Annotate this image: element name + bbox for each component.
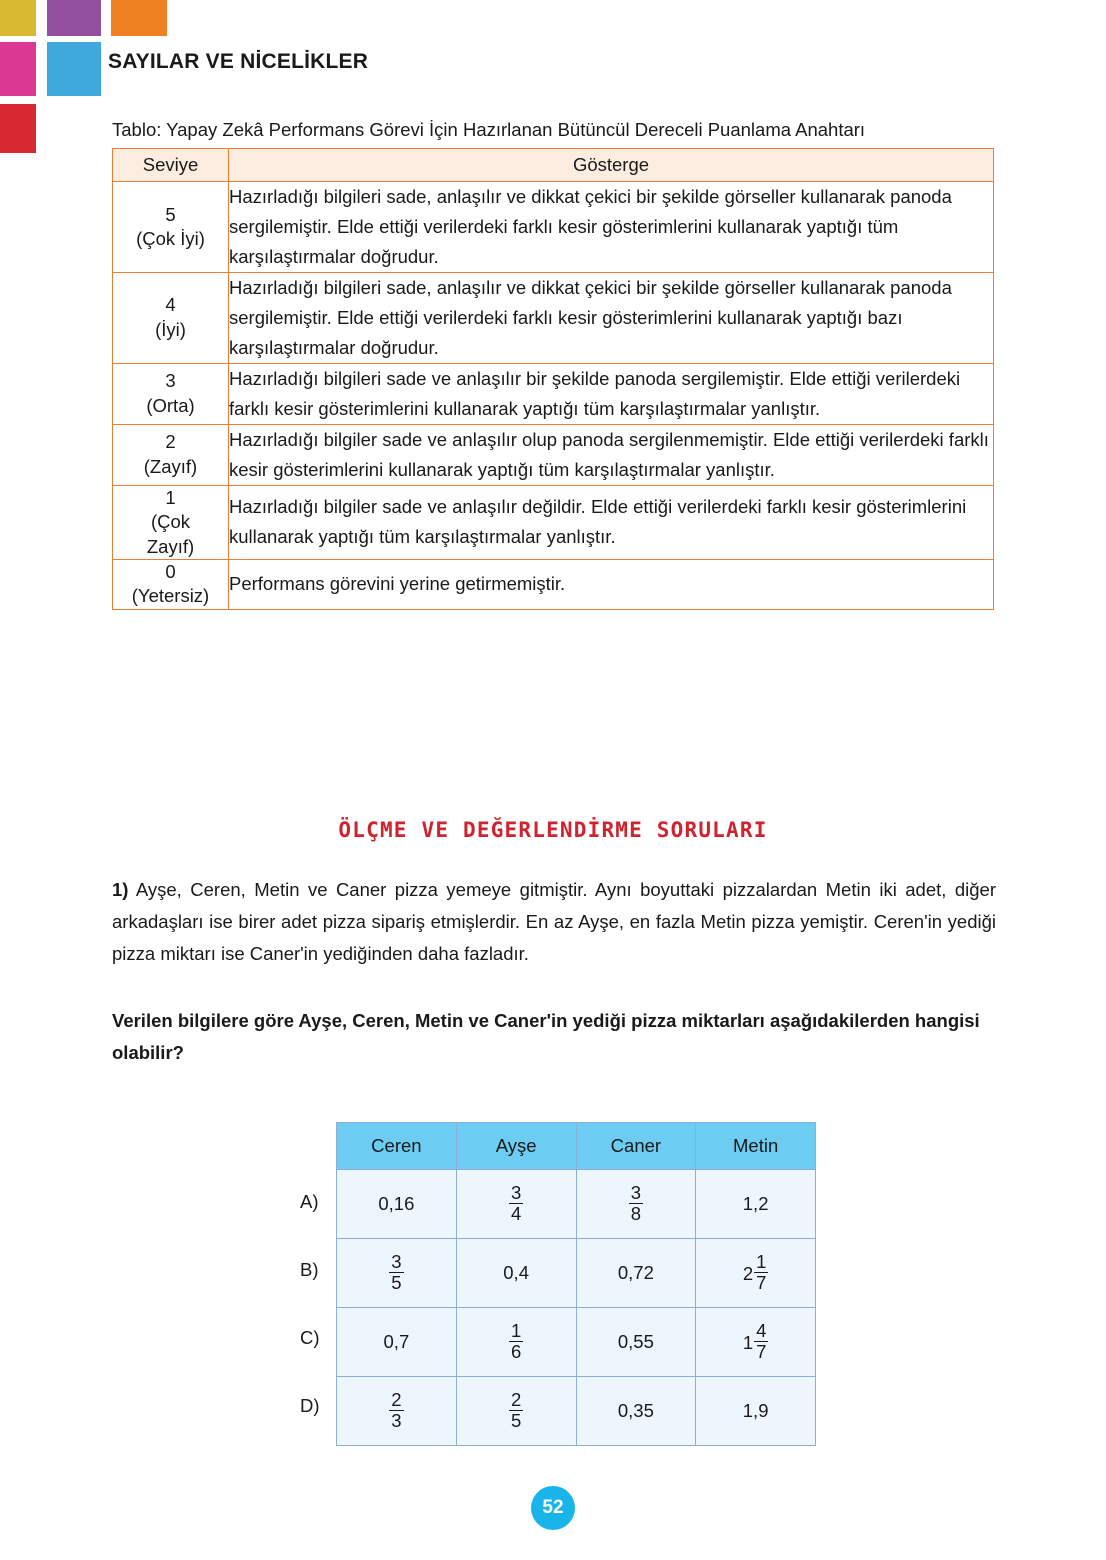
option-letter[interactable]: D) <box>300 1395 320 1416</box>
option-cell[interactable] <box>576 1377 696 1446</box>
option-row[interactable] <box>337 1377 816 1446</box>
rubric-row <box>113 272 994 363</box>
rubric-level-score: 0 <box>165 560 176 582</box>
decor-block-red <box>0 104 36 153</box>
option-letter[interactable]: B) <box>300 1259 319 1280</box>
question-number: 1) <box>112 879 129 900</box>
fraction <box>629 1183 643 1223</box>
decimal-value: 1,2 <box>742 1193 769 1214</box>
options-table <box>336 1122 816 1446</box>
option-cell[interactable] <box>576 1308 696 1377</box>
rubric-row <box>113 559 994 609</box>
options-table-container <box>336 1122 816 1446</box>
rubric-level-label: (Orta) <box>146 394 195 416</box>
rubric-level-score: 1 <box>165 486 176 508</box>
option-cell[interactable] <box>696 1170 816 1239</box>
option-row[interactable] <box>337 1308 816 1377</box>
question-body: Ayşe, Ceren, Metin ve Caner pizza yemeye gitmiştir. Aynı boyuttaki pizzalardan Metin iki adet, diğer arkadaşları ise birer adet pizza sipariş etmişlerdir. En az Ayşe, en fazla Metin pizza yemiştir. Ceren'in yediği pizza miktarı ise Caner'in yediğinden daha fazladır. <box>112 879 996 964</box>
option-cell[interactable] <box>456 1170 576 1239</box>
rubric-level-cell <box>113 559 229 609</box>
fraction-denominator: 3 <box>391 1409 402 1431</box>
fraction <box>509 1321 523 1361</box>
options-header-cell: Metin <box>696 1123 816 1170</box>
fraction-denominator: 5 <box>391 1271 402 1293</box>
rubric-level-label: Zayıf) <box>146 535 195 557</box>
decimal-value: 0,16 <box>378 1193 415 1214</box>
rubric-level-score: 4 <box>165 294 176 316</box>
option-cell[interactable] <box>456 1308 576 1377</box>
fraction-numerator: 1 <box>756 1250 767 1272</box>
decor-block-blue <box>47 42 101 96</box>
fraction <box>389 1390 403 1430</box>
decimal-value: 0,7 <box>383 1331 410 1352</box>
rubric-level-cell <box>113 485 229 559</box>
fraction-denominator: 7 <box>756 1340 767 1362</box>
options-header-cell: Caner <box>576 1123 696 1170</box>
rubric-indicator-cell: Hazırladığı bilgiler sade ve anlaşılır değildir. Elde ettiği verilerdeki farklı kesir gösterimlerini kullanarak yaptığı tüm karşılaştırmalar yanlıştır. <box>229 485 994 559</box>
fraction <box>754 1321 768 1361</box>
option-cell[interactable] <box>696 1377 816 1446</box>
decor-block-yellow <box>0 0 36 36</box>
rubric-row <box>113 182 994 273</box>
rubric-indicator-cell: Performans görevini yerine getirmemiştir. <box>229 559 994 609</box>
option-row[interactable] <box>337 1170 816 1239</box>
rubric-level-cell <box>113 424 229 485</box>
option-row[interactable] <box>337 1239 816 1308</box>
decimal-value: 0,72 <box>617 1262 654 1283</box>
options-header-cell: Ceren <box>337 1123 457 1170</box>
page-number-badge: 52 <box>531 1486 575 1530</box>
decimal-value: 0,55 <box>617 1331 654 1352</box>
decor-block-pink <box>0 42 36 96</box>
option-cell[interactable] <box>337 1308 457 1377</box>
fraction <box>389 1252 403 1292</box>
fraction-numerator: 3 <box>391 1250 402 1272</box>
rubric-level-score: 2 <box>165 431 176 453</box>
rubric-level-cell <box>113 182 229 273</box>
option-letter[interactable]: C) <box>300 1327 320 1348</box>
option-cell[interactable] <box>337 1239 457 1308</box>
option-cell[interactable] <box>456 1377 576 1446</box>
rubric-row <box>113 363 994 424</box>
fraction-denominator: 8 <box>630 1202 642 1224</box>
fraction <box>754 1252 768 1292</box>
option-cell[interactable] <box>337 1377 457 1446</box>
mixed-number <box>742 1250 769 1293</box>
option-cell[interactable] <box>337 1170 457 1239</box>
rubric-level-label: (Zayıf) <box>143 455 198 477</box>
rubric-level-score: 3 <box>165 370 176 392</box>
mixed-whole-part: 1 <box>742 1332 754 1353</box>
rubric-table-container <box>112 148 994 610</box>
fraction-denominator: 7 <box>756 1271 767 1293</box>
decimal-value: 0,35 <box>617 1400 654 1421</box>
fraction <box>509 1390 523 1430</box>
option-letter[interactable]: A) <box>300 1191 319 1212</box>
question-prompt: Verilen bilgilere göre Ayşe, Ceren, Metin ve Caner'in yediği pizza miktarları aşağıdakilerden hangisi olabilir? <box>112 1010 980 1063</box>
options-header-row <box>337 1123 816 1170</box>
rubric-level-score: 5 <box>165 203 176 225</box>
rubric-level-label: (Yetersiz) <box>131 585 210 607</box>
rubric-header-seviye: Seviye <box>113 149 229 182</box>
decimal-value: 0,4 <box>503 1262 529 1283</box>
option-letter-column <box>300 1168 334 1440</box>
fraction-numerator: 4 <box>756 1319 767 1341</box>
options-header-cell: Ayşe <box>456 1123 576 1170</box>
rubric-level-cell <box>113 363 229 424</box>
rubric-indicator-cell: Hazırladığı bilgiler sade ve anlaşılır olup panoda sergilenmemiştir. Elde ettiği verilerdeki farklı kesir gösterimlerini kullanarak yaptığı tüm karşılaştırmalar yanlıştır. <box>229 424 994 485</box>
rubric-level-cell <box>113 272 229 363</box>
rubric-indicator-cell: Hazırladığı bilgileri sade, anlaşılır ve dikkat çekici bir şekilde görseller kullanarak panoda sergilemiştir. Elde ettiği verilerdeki farklı kesir gösterimlerini kullanarak yaptığı bazı karşılaştırmalar doğrudur. <box>229 272 994 363</box>
fraction-numerator: 2 <box>391 1388 402 1410</box>
fraction-numerator: 1 <box>510 1319 522 1341</box>
decor-block-purple <box>47 0 101 36</box>
section-heading: ÖLÇME VE DEĞERLENDİRME SORULARI <box>338 818 768 842</box>
fraction-denominator: 4 <box>510 1202 522 1224</box>
mixed-number <box>742 1319 769 1362</box>
rubric-row <box>113 485 994 559</box>
rubric-table <box>112 148 994 610</box>
rubric-level-label: (İyi) <box>155 318 186 340</box>
rubric-indicator-cell: Hazırladığı bilgileri sade ve anlaşılır bir şekilde panoda sergilemiştir. Elde ettiği verilerdeki farklı kesir gösterimlerini kullanarak yaptığı tüm karşılaştırmalar yanlıştır. <box>229 363 994 424</box>
rubric-row <box>113 424 994 485</box>
option-cell[interactable] <box>696 1239 816 1308</box>
fraction-numerator: 2 <box>510 1388 522 1410</box>
page-title: SAYILAR VE NİCELİKLER <box>108 50 369 73</box>
rubric-table-caption: Tablo: Yapay Zekâ Performans Görevi İçin Hazırlanan Bütüncül Dereceli Puanlama Anahtarı <box>112 119 866 140</box>
decimal-value: 1,9 <box>742 1400 769 1421</box>
option-cell[interactable] <box>576 1170 696 1239</box>
fraction-denominator: 5 <box>510 1409 522 1431</box>
fraction <box>509 1183 523 1223</box>
rubric-header-gosterge: Gösterge <box>229 149 994 182</box>
rubric-header-row <box>113 149 994 182</box>
rubric-level-label: (Çok İyi) <box>136 227 205 249</box>
fraction-numerator: 3 <box>630 1181 642 1203</box>
decor-block-orange <box>111 0 167 36</box>
mixed-whole-part: 2 <box>742 1263 754 1284</box>
fraction-denominator: 6 <box>510 1340 522 1362</box>
question-text <box>112 874 996 969</box>
rubric-indicator-cell: Hazırladığı bilgileri sade, anlaşılır ve dikkat çekici bir şekilde görseller kullanarak panoda sergilemiştir. Elde ettiği verilerdeki farklı kesir gösterimlerini kullanarak yaptığı tüm karşılaştırmalar doğrudur. <box>229 182 994 273</box>
option-cell[interactable] <box>456 1239 576 1308</box>
fraction-numerator: 3 <box>510 1181 522 1203</box>
option-cell[interactable] <box>696 1308 816 1377</box>
option-cell[interactable] <box>576 1239 696 1308</box>
rubric-level-label: (Çok <box>150 511 191 533</box>
